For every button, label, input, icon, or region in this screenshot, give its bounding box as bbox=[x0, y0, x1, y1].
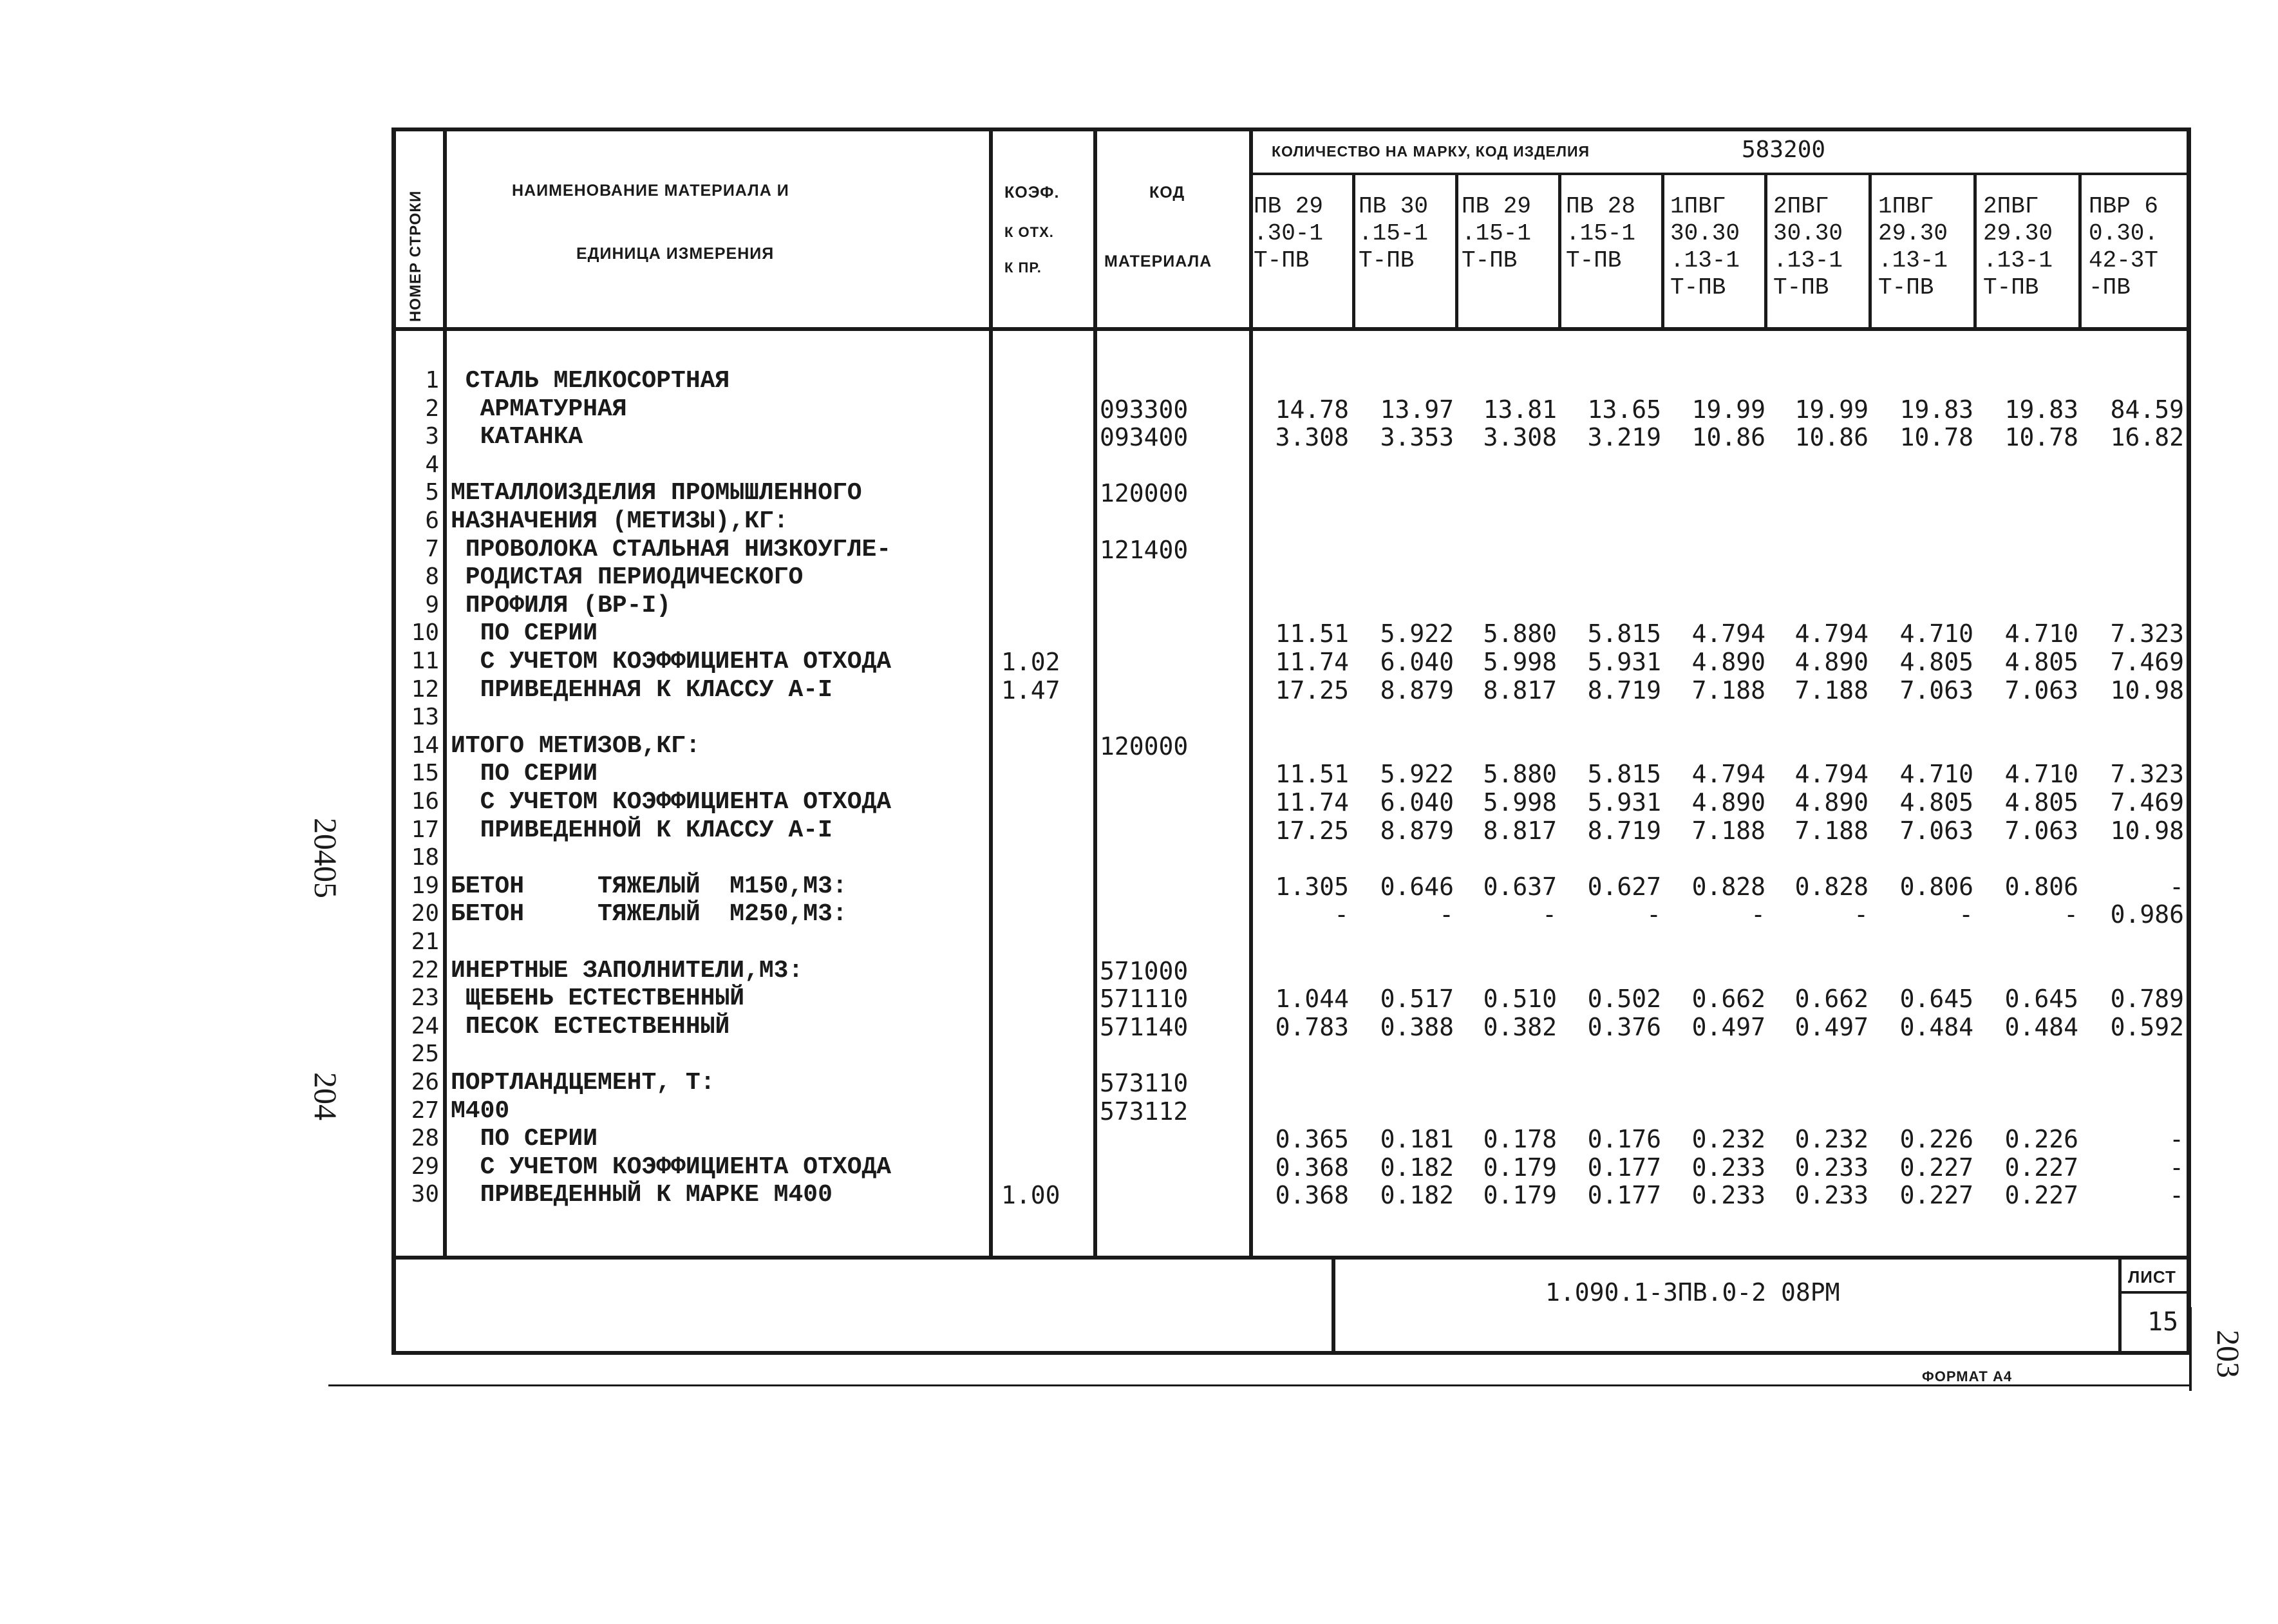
quantity-value: 6.040 bbox=[1380, 648, 1454, 676]
quantity-value: 4.794 bbox=[1691, 760, 1765, 789]
material-code: 120000 bbox=[1100, 732, 1189, 760]
quantity-value: 17.25 bbox=[1275, 675, 1349, 704]
material-name: С УЧЕТОМ КОЭФФИЦИЕНТА ОТХОДА bbox=[451, 788, 892, 816]
quantity-value: 4.805 bbox=[1899, 648, 1973, 676]
material-name: ПО СЕРИИ bbox=[451, 760, 598, 788]
header-col-sep bbox=[1764, 174, 1767, 330]
quantity-value: 0.227 bbox=[2004, 1153, 2078, 1182]
material-name: БЕТОН ТЯЖЕЛЫЙ М150,М3: bbox=[451, 872, 847, 900]
row-number: 18 bbox=[411, 844, 439, 871]
column-header-line: 42-3Т bbox=[2089, 247, 2159, 274]
material-name: СТАЛЬ МЕЛКОСОРТНАЯ bbox=[451, 367, 730, 395]
quantity-value: - bbox=[2169, 872, 2184, 901]
footer-sep bbox=[1332, 1256, 1335, 1355]
quantity-value: 5.880 bbox=[1483, 619, 1557, 648]
quantity-value: 7.063 bbox=[2004, 675, 2078, 704]
code-header-line1: КОД bbox=[1149, 184, 1185, 202]
material-code: 573112 bbox=[1100, 1097, 1189, 1126]
quantity-value: - bbox=[1751, 900, 1765, 929]
material-name: С УЧЕТОМ КОЭФФИЦИЕНТА ОТХОДА bbox=[451, 1153, 892, 1181]
column-header-line: 1ПВГ bbox=[1878, 193, 1934, 220]
code-header-line2: МАТЕРИАЛА bbox=[1104, 252, 1212, 270]
material-code: 571140 bbox=[1100, 1012, 1189, 1041]
material-code: 093400 bbox=[1100, 423, 1189, 452]
quantity-value: 0.637 bbox=[1483, 872, 1557, 901]
column-header-line: .13-1 bbox=[1878, 247, 1948, 274]
column-header-line: 30.30 bbox=[1773, 220, 1843, 247]
quantity-value: 0.828 bbox=[1691, 872, 1765, 901]
frame-top bbox=[391, 127, 2191, 131]
quantity-value: 10.78 bbox=[2004, 423, 2078, 452]
row-number: 28 bbox=[411, 1125, 439, 1152]
quantity-value: 0.233 bbox=[1691, 1181, 1765, 1210]
quantity-value: 5.998 bbox=[1483, 648, 1557, 676]
row-number: 2 bbox=[425, 395, 439, 422]
col-sep-2 bbox=[989, 127, 993, 1260]
quantity-value: 11.51 bbox=[1275, 760, 1349, 789]
coefficient: 1.02 bbox=[1001, 648, 1060, 676]
quantity-value: 0.497 bbox=[1691, 1012, 1765, 1041]
quantity-value: 0.382 bbox=[1483, 1012, 1557, 1041]
quantity-value: 0.177 bbox=[1587, 1153, 1661, 1182]
material-name: ПРОВОЛОКА СТАЛЬНАЯ НИЗКОУГЛЕ- bbox=[451, 535, 892, 563]
quantity-value: 10.86 bbox=[1794, 423, 1869, 452]
material-code: 093300 bbox=[1100, 395, 1189, 424]
quantity-value: 11.74 bbox=[1275, 788, 1349, 817]
material-name: ПРИВЕДЕННАЯ К КЛАССУ А-I bbox=[451, 675, 833, 704]
material-name: ПЕСОК ЕСТЕСТВЕННЫЙ bbox=[451, 1012, 730, 1041]
quantity-value: 10.86 bbox=[1691, 423, 1765, 452]
quantity-value: 11.74 bbox=[1275, 648, 1349, 676]
quantity-value: 19.99 bbox=[1691, 395, 1765, 424]
quantity-value: 0.517 bbox=[1380, 985, 1454, 1014]
quantity-value: - bbox=[2169, 1153, 2184, 1182]
quantity-value: 8.817 bbox=[1483, 675, 1557, 704]
material-name: МЕТАЛЛОИЗДЕЛИЯ ПРОМЫШЛЕННОГО bbox=[451, 479, 862, 507]
column-header-line: Т-ПВ bbox=[1983, 274, 2039, 301]
quantity-value: 0.181 bbox=[1380, 1125, 1454, 1154]
margin-note-right: 203 bbox=[2210, 1330, 2246, 1378]
quantity-value: 4.890 bbox=[1794, 648, 1869, 676]
header-col-sep bbox=[1973, 174, 1977, 330]
quantity-value: 0.233 bbox=[1691, 1153, 1765, 1182]
quantity-value: 5.931 bbox=[1587, 788, 1661, 817]
quantity-value: 0.182 bbox=[1380, 1153, 1454, 1182]
frame-right bbox=[2187, 127, 2191, 1355]
material-name: АРМАТУРНАЯ bbox=[451, 395, 627, 423]
row-number: 29 bbox=[411, 1153, 439, 1180]
name-header-line1: НАИМЕНОВАНИЕ МАТЕРИАЛА И bbox=[512, 182, 789, 200]
quantity-value: 13.65 bbox=[1587, 395, 1661, 424]
column-header-line: .15-1 bbox=[1566, 220, 1636, 247]
quantity-value: 8.719 bbox=[1587, 675, 1661, 704]
quantity-value: 0.806 bbox=[2004, 872, 2078, 901]
material-name: БЕТОН ТЯЖЕЛЫЙ М250,М3: bbox=[451, 900, 847, 929]
sheet-box-mid bbox=[2118, 1291, 2191, 1294]
header-col-sep bbox=[2078, 174, 2082, 330]
quantity-value: 0.233 bbox=[1794, 1181, 1869, 1210]
row-number: 15 bbox=[411, 760, 439, 787]
row-number: 20 bbox=[411, 900, 439, 927]
quantity-value: 17.25 bbox=[1275, 816, 1349, 845]
quantity-value: 0.484 bbox=[1899, 1012, 1973, 1041]
row-number: 24 bbox=[411, 1012, 439, 1039]
column-header-line: .13-1 bbox=[1773, 247, 1843, 274]
quantity-value: 7.063 bbox=[2004, 816, 2078, 845]
quantity-value: 7.323 bbox=[2110, 619, 2184, 648]
quantity-value: 7.063 bbox=[1899, 675, 1973, 704]
quantity-value: 0.179 bbox=[1483, 1153, 1557, 1182]
quantity-value: 3.353 bbox=[1380, 423, 1454, 452]
quantity-value: 3.308 bbox=[1275, 423, 1349, 452]
quantity-value: - bbox=[1334, 900, 1349, 929]
row-number: 8 bbox=[425, 563, 439, 590]
quantity-value: - bbox=[1959, 900, 1973, 929]
page-cut-line bbox=[328, 1384, 2189, 1386]
body-bottom-line bbox=[391, 1256, 2191, 1260]
quantity-value: 3.219 bbox=[1587, 423, 1661, 452]
column-header-line: Т-ПВ bbox=[1670, 274, 1726, 301]
quantity-value: 4.710 bbox=[1899, 619, 1973, 648]
quantity-value: 0.388 bbox=[1380, 1012, 1454, 1041]
coefficient: 1.00 bbox=[1001, 1181, 1060, 1210]
quantity-value: 5.922 bbox=[1380, 619, 1454, 648]
name-header-line2: ЕДИНИЦА ИЗМЕРЕНИЯ bbox=[576, 245, 775, 263]
column-header-line: ПВ 29 bbox=[1462, 193, 1532, 220]
document-code: 1.090.1-3ПВ.0-2 08РМ bbox=[1545, 1278, 1840, 1307]
header-bottom-line bbox=[391, 327, 2191, 331]
quantity-value: 5.931 bbox=[1587, 648, 1661, 676]
row-number: 11 bbox=[411, 648, 439, 674]
quantity-value: 0.645 bbox=[2004, 985, 2078, 1014]
quantity-value: 7.188 bbox=[1794, 675, 1869, 704]
quantity-value: 0.232 bbox=[1794, 1125, 1869, 1154]
quantity-value: 7.469 bbox=[2110, 648, 2184, 676]
quantity-value: 1.305 bbox=[1275, 872, 1349, 901]
col-sep-1 bbox=[443, 127, 447, 1260]
quantity-value: 4.710 bbox=[2004, 619, 2078, 648]
row-number: 14 bbox=[411, 732, 439, 759]
quantity-value: 8.879 bbox=[1380, 816, 1454, 845]
row-number: 1 bbox=[425, 367, 439, 393]
quantity-value: 0.662 bbox=[1794, 985, 1869, 1014]
row-number: 7 bbox=[425, 535, 439, 562]
header-col-sep bbox=[1661, 174, 1664, 330]
quantity-value: 10.78 bbox=[1899, 423, 1973, 452]
row-number: 19 bbox=[411, 872, 439, 899]
quantity-value: 4.710 bbox=[1899, 760, 1973, 789]
quantity-value: 0.227 bbox=[1899, 1181, 1973, 1210]
quantity-value: 5.998 bbox=[1483, 788, 1557, 817]
quantity-value: 0.226 bbox=[2004, 1125, 2078, 1154]
quantity-value: 14.78 bbox=[1275, 395, 1349, 424]
sheet-label: ЛИСТ bbox=[2128, 1267, 2176, 1287]
quantity-value: 0.376 bbox=[1587, 1012, 1661, 1041]
quantity-value: 0.179 bbox=[1483, 1181, 1557, 1210]
margin-note-upper: 20405 bbox=[308, 818, 344, 898]
quantity-value: 0.232 bbox=[1691, 1125, 1765, 1154]
quantity-value: 4.805 bbox=[1899, 788, 1973, 817]
quantity-value: 4.890 bbox=[1794, 788, 1869, 817]
quantity-value: 0.783 bbox=[1275, 1012, 1349, 1041]
column-header-line: .30-1 bbox=[1254, 220, 1324, 247]
row-number: 21 bbox=[411, 929, 439, 955]
column-header-line: 2ПВГ bbox=[1773, 193, 1829, 220]
row-number: 13 bbox=[411, 704, 439, 731]
format-label: ФОРМАТ А4 bbox=[1922, 1368, 2013, 1384]
quantity-value: 5.815 bbox=[1587, 760, 1661, 789]
sheet-box-left bbox=[2118, 1256, 2122, 1355]
quantity-value: 8.879 bbox=[1380, 675, 1454, 704]
material-name: РОДИСТАЯ ПЕРИОДИЧЕСКОГО bbox=[451, 563, 804, 592]
material-name: М400 bbox=[451, 1097, 510, 1125]
column-header-line: 29.30 bbox=[1878, 220, 1948, 247]
header-col-sep bbox=[1869, 174, 1872, 330]
row-number: 25 bbox=[411, 1041, 439, 1068]
quantity-value: 19.99 bbox=[1794, 395, 1869, 424]
quantity-value: 0.365 bbox=[1275, 1125, 1349, 1154]
quantity-value: 4.794 bbox=[1794, 619, 1869, 648]
material-name: С УЧЕТОМ КОЭФФИЦИЕНТА ОТХОДА bbox=[451, 648, 892, 675]
quantity-value: 0.178 bbox=[1483, 1125, 1557, 1154]
quantity-value: 0.227 bbox=[2004, 1181, 2078, 1210]
row-number-header: НОМЕР СТРОКИ bbox=[407, 190, 424, 322]
quantity-value: 6.040 bbox=[1380, 788, 1454, 817]
column-header-line: 2ПВГ bbox=[1983, 193, 2039, 220]
material-name: ПРИВЕДЕННЫЙ К МАРКЕ М400 bbox=[451, 1181, 833, 1209]
column-header-line: .13-1 bbox=[1983, 247, 2053, 274]
header-col-sep bbox=[1558, 174, 1561, 330]
quantity-value: 8.719 bbox=[1587, 816, 1661, 845]
row-number: 12 bbox=[411, 675, 439, 703]
row-number: 5 bbox=[425, 479, 439, 506]
column-header-line: .15-1 bbox=[1359, 220, 1429, 247]
quantity-value: 0.233 bbox=[1794, 1153, 1869, 1182]
quantity-value: 7.188 bbox=[1691, 675, 1765, 704]
quantity-value: - bbox=[2169, 1181, 2184, 1210]
quantity-value: 5.880 bbox=[1483, 760, 1557, 789]
coefficient: 1.47 bbox=[1001, 675, 1060, 704]
material-code: 571110 bbox=[1100, 985, 1189, 1014]
quantity-value: 7.188 bbox=[1794, 816, 1869, 845]
quantity-value: 0.227 bbox=[1899, 1153, 1973, 1182]
column-header-line: ПВ 30 bbox=[1359, 193, 1429, 220]
quantity-subheader-line bbox=[1249, 173, 2191, 175]
column-header-line: .13-1 bbox=[1670, 247, 1740, 274]
quantity-value: 0.368 bbox=[1275, 1181, 1349, 1210]
product-code: 583200 bbox=[1742, 137, 1826, 163]
column-header-line: 29.30 bbox=[1983, 220, 2053, 247]
quantity-value: 5.922 bbox=[1380, 760, 1454, 789]
column-header-line: -ПВ bbox=[2089, 274, 2131, 301]
quantity-value: 0.806 bbox=[1899, 872, 1973, 901]
quantity-header: КОЛИЧЕСТВО НА МАРКУ, КОД ИЗДЕЛИЯ bbox=[1272, 143, 1590, 160]
right-bracket bbox=[2189, 1307, 2192, 1391]
quantity-value: 3.308 bbox=[1483, 423, 1557, 452]
margin-note-lower: 204 bbox=[308, 1072, 344, 1120]
quantity-value: 7.188 bbox=[1691, 816, 1765, 845]
quantity-value: 4.890 bbox=[1691, 648, 1765, 676]
row-number: 6 bbox=[425, 507, 439, 534]
row-number: 16 bbox=[411, 788, 439, 815]
quantity-value: 10.98 bbox=[2110, 816, 2184, 845]
quantity-value: 0.592 bbox=[2110, 1012, 2184, 1041]
quantity-value: 4.710 bbox=[2004, 760, 2078, 789]
row-number: 30 bbox=[411, 1181, 439, 1208]
column-header-line: Т-ПВ bbox=[1878, 274, 1934, 301]
column-header-line: 0.30. bbox=[2089, 220, 2159, 247]
quantity-value: 0.645 bbox=[1899, 985, 1973, 1014]
material-name: ПРОФИЛЯ (ВР-I) bbox=[451, 591, 672, 619]
quantity-value: - bbox=[1646, 900, 1661, 929]
coef-header-line1: КОЭФ. bbox=[1004, 184, 1060, 202]
quantity-value: 0.502 bbox=[1587, 985, 1661, 1014]
quantity-value: - bbox=[1542, 900, 1557, 929]
material-name: КАТАНКА bbox=[451, 423, 583, 451]
col-sep-3 bbox=[1093, 127, 1097, 1260]
row-number: 10 bbox=[411, 619, 439, 647]
material-code: 120000 bbox=[1100, 479, 1189, 508]
quantity-value: 0.368 bbox=[1275, 1153, 1349, 1182]
row-number: 3 bbox=[425, 423, 439, 450]
material-name: ИНЕРТНЫЕ ЗАПОЛНИТЕЛИ,М3: bbox=[451, 956, 804, 985]
row-number: 4 bbox=[425, 451, 439, 478]
coef-header-line3: К ПР. bbox=[1004, 260, 1042, 276]
quantity-value: 19.83 bbox=[1899, 395, 1973, 424]
column-header-line: Т-ПВ bbox=[1359, 247, 1415, 274]
material-name: ЩЕБЕНЬ ЕСТЕСТВЕННЫЙ bbox=[451, 985, 745, 1013]
quantity-value: 84.59 bbox=[2110, 395, 2184, 424]
header-col-sep bbox=[1352, 174, 1355, 330]
quantity-value: 13.81 bbox=[1483, 395, 1557, 424]
quantity-value: - bbox=[1854, 900, 1869, 929]
quantity-value: 0.226 bbox=[1899, 1125, 1973, 1154]
material-name: ПОРТЛАНДЦЕМЕНТ, Т: bbox=[451, 1069, 715, 1097]
quantity-value: 0.627 bbox=[1587, 872, 1661, 901]
quantity-value: - bbox=[1439, 900, 1454, 929]
quantity-value: 10.98 bbox=[2110, 675, 2184, 704]
row-number: 9 bbox=[425, 591, 439, 618]
quantity-value: - bbox=[2064, 900, 2078, 929]
column-header-line: ПВ 29 bbox=[1254, 193, 1324, 220]
material-code: 121400 bbox=[1100, 535, 1189, 564]
column-header-line: Т-ПВ bbox=[1773, 274, 1829, 301]
material-name: ИТОГО МЕТИЗОВ,КГ: bbox=[451, 732, 701, 760]
material-name: ПРИВЕДЕННОЙ К КЛАССУ А-I bbox=[451, 816, 833, 844]
quantity-value: 4.805 bbox=[2004, 788, 2078, 817]
coef-header-line2: К ОТХ. bbox=[1004, 224, 1054, 240]
material-name: ПО СЕРИИ bbox=[451, 619, 598, 648]
column-header-line: Т-ПВ bbox=[1566, 247, 1622, 274]
quantity-value: 4.794 bbox=[1691, 619, 1765, 648]
column-header-line: ПВ 28 bbox=[1566, 193, 1636, 220]
quantity-value: - bbox=[2169, 1125, 2184, 1154]
column-header-line: 30.30 bbox=[1670, 220, 1740, 247]
column-header-line: Т-ПВ bbox=[1254, 247, 1310, 274]
quantity-value: 0.497 bbox=[1794, 1012, 1869, 1041]
quantity-value: 0.177 bbox=[1587, 1181, 1661, 1210]
quantity-value: 4.805 bbox=[2004, 648, 2078, 676]
column-header-line: 1ПВГ bbox=[1670, 193, 1726, 220]
column-header-line: .15-1 bbox=[1462, 220, 1532, 247]
quantity-value: 0.662 bbox=[1691, 985, 1765, 1014]
quantity-value: 5.815 bbox=[1587, 619, 1661, 648]
row-number: 22 bbox=[411, 956, 439, 983]
row-number: 17 bbox=[411, 816, 439, 843]
material-name: НАЗНАЧЕНИЯ (МЕТИЗЫ),КГ: bbox=[451, 507, 789, 535]
header-col-sep bbox=[1455, 174, 1458, 330]
row-number: 27 bbox=[411, 1097, 439, 1124]
quantity-value: 7.323 bbox=[2110, 760, 2184, 789]
quantity-value: 0.182 bbox=[1380, 1181, 1454, 1210]
quantity-value: 13.97 bbox=[1380, 395, 1454, 424]
quantity-value: 0.646 bbox=[1380, 872, 1454, 901]
material-code: 571000 bbox=[1100, 956, 1189, 985]
quantity-value: 11.51 bbox=[1275, 619, 1349, 648]
quantity-value: 8.817 bbox=[1483, 816, 1557, 845]
quantity-value: 0.986 bbox=[2110, 900, 2184, 929]
frame-bottom bbox=[391, 1351, 2191, 1355]
quantity-value: 0.789 bbox=[2110, 985, 2184, 1014]
material-code: 573110 bbox=[1100, 1069, 1189, 1097]
quantity-value: 0.176 bbox=[1587, 1125, 1661, 1154]
quantity-value: 7.063 bbox=[1899, 816, 1973, 845]
row-number: 26 bbox=[411, 1069, 439, 1095]
quantity-value: 7.469 bbox=[2110, 788, 2184, 817]
quantity-value: 4.890 bbox=[1691, 788, 1765, 817]
quantity-value: 0.484 bbox=[2004, 1012, 2078, 1041]
quantity-value: 1.044 bbox=[1275, 985, 1349, 1014]
row-number: 23 bbox=[411, 985, 439, 1012]
material-name: ПО СЕРИИ bbox=[451, 1125, 598, 1153]
quantity-value: 16.82 bbox=[2110, 423, 2184, 452]
quantity-value: 19.83 bbox=[2004, 395, 2078, 424]
column-header-line: Т-ПВ bbox=[1462, 247, 1518, 274]
quantity-value: 4.794 bbox=[1794, 760, 1869, 789]
quantity-value: 0.828 bbox=[1794, 872, 1869, 901]
sheet-number: 15 bbox=[2147, 1307, 2179, 1337]
column-header-line: ПВР 6 bbox=[2089, 193, 2159, 220]
quantity-value: 0.510 bbox=[1483, 985, 1557, 1014]
